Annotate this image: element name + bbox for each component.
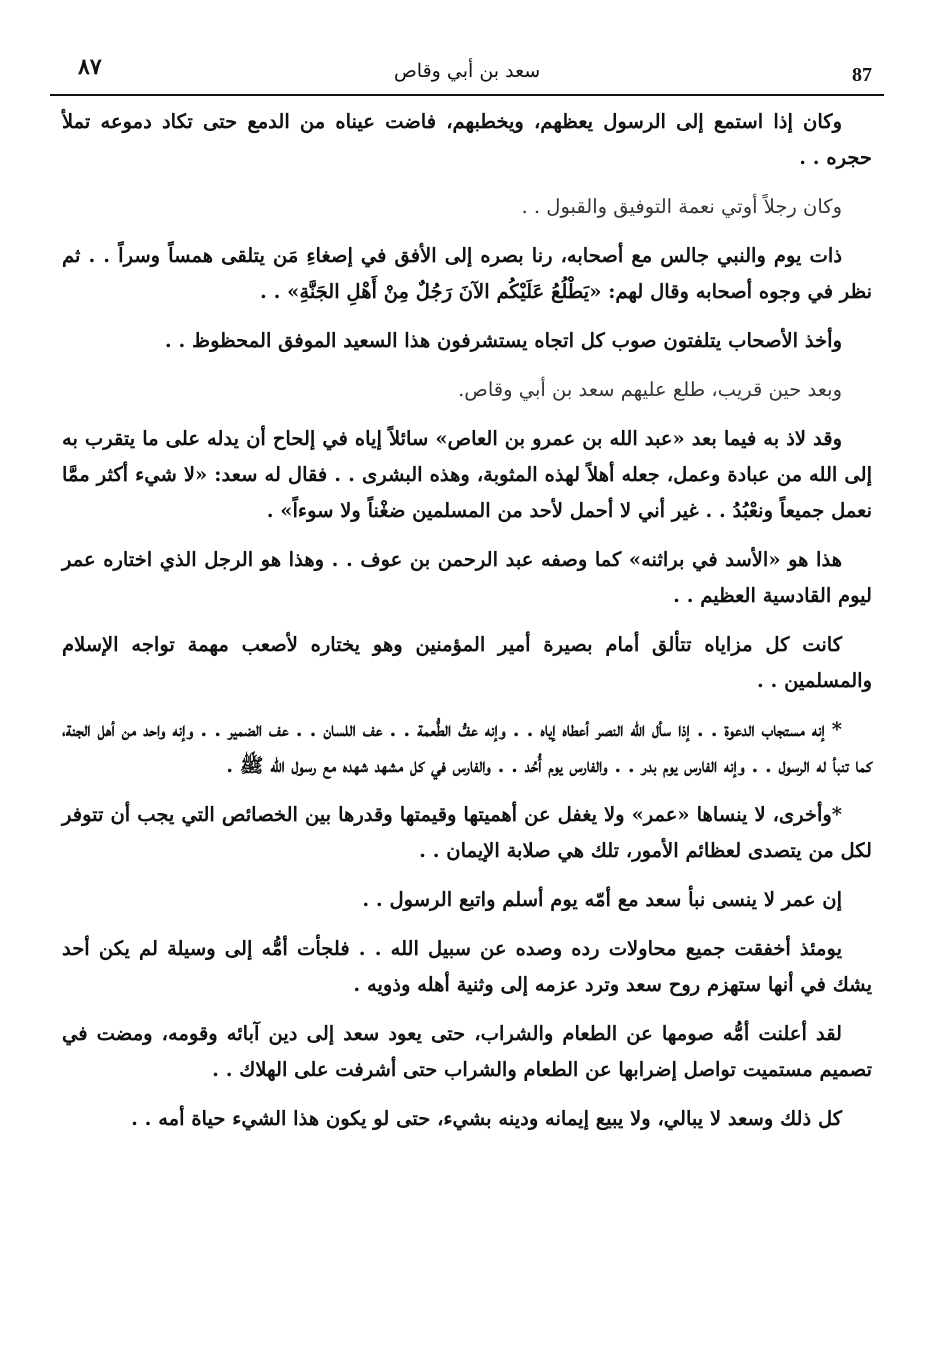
paragraph: وأخذ الأصحاب يتلفتون صوب كل اتجاه يستشرفون هذا السعيد الموفق المحظوظ . . bbox=[164, 329, 842, 352]
paragraph: يومئذ أخفقت جميع محاولات رده وصده عن سبيل الله . . فلجأت أمُّه إلى وسيلة لم يكن أحد يشك في أنها ستهزم روح سعد وترد عزمه إلى وثنية أهله وذويه . bbox=[62, 937, 872, 996]
body-text bbox=[62, 104, 872, 1150]
paragraph: *وأخرى، لا ينساها «عمر» ولا يغفل عن أهميتها وقيمتها وقدرها بين الخصائص التي يجب أن تتوفر لكل من يتصدى لعظائم الأمور، تلك هي صلابة الإيمان . . bbox=[62, 803, 872, 862]
paragraph: وبعد حين قريب، طلع عليهم سعد بن أبي وقاص. bbox=[458, 378, 842, 401]
paragraph: وكان رجلاً أوتي نعمة التوفيق والقبول . . bbox=[521, 195, 842, 218]
paragraph: إن عمر لا ينسى نبأ سعد مع أمّه يوم أسلم واتبع الرسول . . bbox=[362, 888, 842, 911]
paragraph: وقد لاذ به فيما بعد «عبد الله بن عمرو بن العاص» سائلاً إياه في إلحاح أن يدله على ما يتقرب به إلى الله من عبادة وعمل، جعله أهلاً لهذه المثوبة، وهذه البشرى . . فقال له سعد: «لا شيء أكثر ممَّا نعمل جميعاً ونعْبُدُ . . غير أني لا أحمل لأحد من المسلمين ضغْناً ولا سوءاً» . bbox=[62, 427, 872, 522]
page-number-arabic: ٨٧ bbox=[78, 54, 102, 80]
paragraph: هذا هو «الأسد في براثنه» كما وصفه عبد الرحمن بن عوف . . وهذا هو الرجل الذي اختاره عمر ليوم القادسية العظيم . . bbox=[62, 548, 872, 607]
paragraph: وكان إذا استمع إلى الرسول يعظهم، ويخطبهم، فاضت عيناه من الدمع حتى تكاد دموعه تملأ حجره . . bbox=[62, 110, 872, 169]
page-header bbox=[40, 44, 894, 94]
paragraph: * إنه مستجاب الدعوة . . إذا سأل الله النصر أعطاه إياه . . وإنه عفُّ الطُّعمة . . عف اللسان . . عف الضمير . . وإنه واحد من أهل الجنة، كما تنبأ له الرسول . . وإنه الفارس يوم بدر . . والفارس يوم أُحُد . . والفارس في كل مشهد شهده مع رسول الله ﷺ . bbox=[62, 718, 872, 777]
paragraph: لقد أعلنت أمُّه صومها عن الطعام والشراب، حتى يعود سعد إلى دين آبائه وقومه، ومضت في تصميم مستميت تواصل إضرابها عن الطعام والشراب حتى أشرفت على الهلاك . . bbox=[62, 1022, 872, 1081]
page-number-latin: 87 bbox=[852, 64, 872, 86]
paragraph: كل ذلك وسعد لا يبالي، ولا يبيع إيمانه ودينه بشيء، حتى لو يكون هذا الشيء حياة أمه . . bbox=[131, 1107, 842, 1130]
running-title: سعد بن أبي وقاص bbox=[393, 60, 541, 82]
paragraph: كانت كل مزاياه تتألق أمام بصيرة أمير المؤمنين وهو يختاره لأصعب مهمة تواجه الإسلام والمسلمين . . bbox=[62, 633, 872, 692]
paragraph: ذات يوم والنبي جالس مع أصحابه، رنا بصره إلى الأفق في إصغاءِ مَن يتلقى همساً وسراً . . ثم نظر في وجوه أصحابه وقال لهم: «يَطْلُعُ عَلَيْكُم الآنَ رَجُلٌ مِنْ أَهْلِ الجَنَّةِ» . . bbox=[62, 244, 872, 303]
header-rule bbox=[50, 94, 884, 96]
